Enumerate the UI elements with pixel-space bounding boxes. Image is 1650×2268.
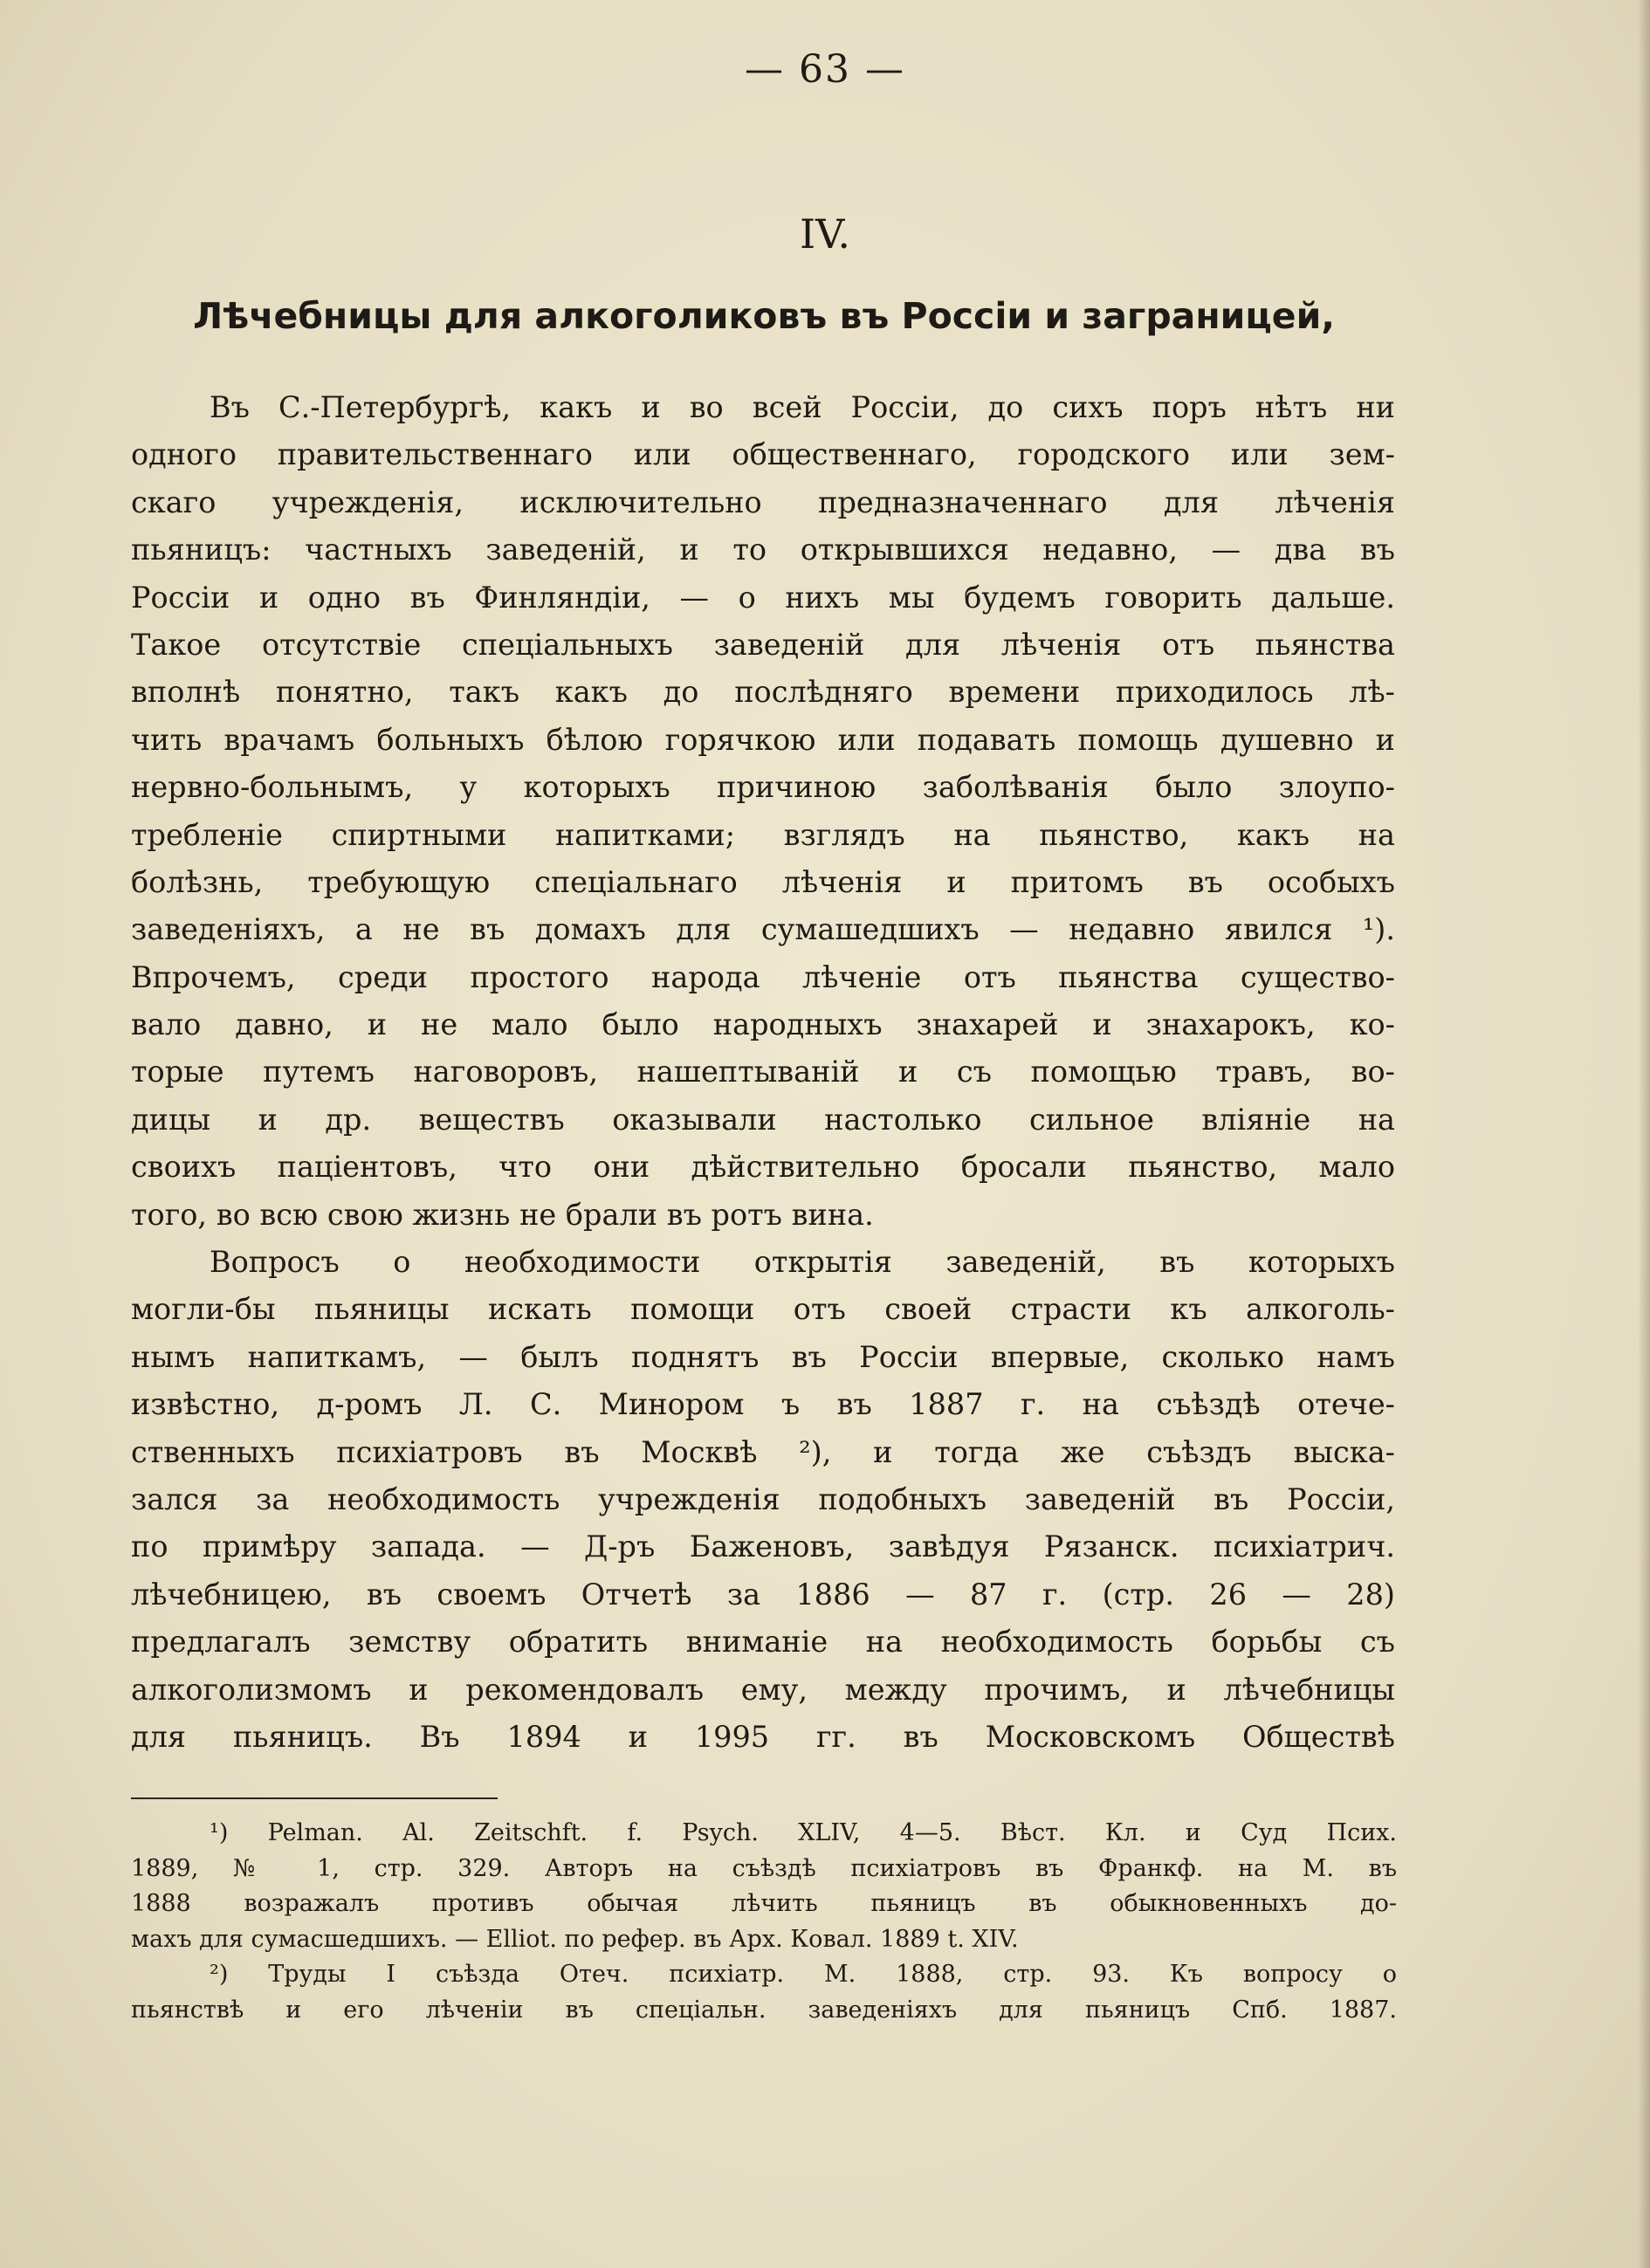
text-line: алкоголизмомъ и рекомендовалъ ему, между прочимъ, и лѣчебницы [131,1672,1395,1707]
scan-shadow-edge [1638,0,1650,2268]
text-line: Россіи и одно въ Финляндіи, — о нихъ мы будемъ говорить дальше. [131,580,1395,615]
text-line: лѣчебницею, въ своемъ Отчетѣ за 1886 — 87 г. (стр. 26 — 28) [131,1577,1395,1612]
footnote-line: махъ для сумасшедшихъ. — Elliot. по рефер. въ Арх. Ковал. 1889 t. XIV. [131,1925,1019,1953]
footnote-line: 1889, № 1, стр. 329. Авторъ на съѣздѣ психіатровъ въ Франкф. на М. въ [131,1854,1397,1882]
section-numeral: IV. [800,210,850,258]
text-line: того, во всю свою жизнь не брали въ ротъ вина. [131,1197,874,1232]
footnote-line: 1888 возражалъ противъ обычая лѣчить пьяницъ въ обыкновенныхъ до- [131,1890,1397,1917]
text-line: извѣстно, д-ромъ Л. С. Минором ъ въ 1887 г. на съѣздѣ отече- [131,1387,1395,1422]
chapter-title: Лѣчебницы для алкоголиковъ въ Россіи и заграницей, [193,295,1335,337]
text-line: болѣзнь, требующую спеціальнаго лѣченія и притомъ въ особыхъ [131,864,1395,899]
text-line: пьяницъ: частныхъ заведеній, и то открывшихся недавно, — два въ [131,533,1395,567]
text-line: нервно-больнымъ, у которыхъ причиною заболѣванія было злоупо- [131,770,1395,805]
text-line: предлагалъ земству обратить вниманіе на необходимость борьбы съ [131,1625,1395,1660]
text-line: Вопросъ о необходимости открытія заведеній, въ которыхъ [210,1245,1395,1280]
text-line: вполнѣ понятно, такъ какъ до послѣдняго времени приходилось лѣ- [131,675,1395,710]
footnotes [131,1816,1397,2028]
text-line: чить врачамъ больныхъ бѣлою горячкою или подавать помощь душевно и [131,722,1395,757]
text-line: Такое отсутствіе спеціальныхъ заведеній для лѣченія отъ пьянства [131,627,1395,662]
text-line: требленіе спиртными напитками; взглядъ на пьянство, какъ на [131,817,1395,852]
footnote-line: ²) Труды I съѣзда Отеч. психіатр. М. 1888, стр. 93. Къ вопросу о [210,1961,1397,1988]
body-text [131,384,1395,1761]
page-number: — 63 — [745,47,905,92]
paragraph-1 [131,384,1395,1239]
text-line: дицы и др. веществъ оказывали настолько сильное вліяніе на [131,1102,1395,1137]
text-line: вало давно, и не мало было народныхъ знахарей и знахарокъ, ко- [131,1007,1395,1042]
text-line: своихъ паціентовъ, что они дѣйствительно бросали пьянство, мало [131,1150,1395,1185]
footnote-line: ¹) Pelman. Al. Zeitschft. f. Psych. XLIV, 4—5. Вѣст. Кл. и Суд Псих. [210,1819,1397,1846]
text-line: одного правительственнаго или общественнаго, городского или зем- [131,437,1395,472]
text-line: нымъ напиткамъ, — былъ поднятъ въ Россіи впервые, сколько намъ [131,1339,1395,1374]
text-line: могли-бы пьяницы искать помощи отъ своей страсти къ алкоголь- [131,1292,1395,1327]
footnote-line: пьянствѣ и его лѣченіи въ спеціальн. заведеніяхъ для пьяницъ Спб. 1887. [131,1996,1397,2024]
text-line: Впрочемъ, среди простого народа лѣченіе отъ пьянства существо- [131,959,1395,994]
text-line: Въ С.-Петербургѣ, какъ и во всей Россіи, до сихъ поръ нѣтъ ни [210,390,1395,424]
paragraph-2 [131,1239,1395,1761]
footnote-divider [131,1797,498,1799]
text-line: заведеніяхъ, а не въ домахъ для сумашедшихъ — недавно явился ¹). [131,912,1395,947]
text-line: зался за необходимость учрежденія подобныхъ заведеній въ Россіи, [131,1481,1395,1516]
text-line: для пьяницъ. Въ 1894 и 1995 гг. въ Московскомъ Обществѣ [131,1719,1395,1754]
text-line: скаго учрежденія, исключительно предназначеннаго для лѣченія [131,485,1395,519]
text-line: ственныхъ психіатровъ въ Москвѣ ²), и тогда же съѣздъ выска- [131,1434,1395,1469]
text-line: по примѣру запада. — Д-ръ Баженовъ, завѣдуя Рязанск. психіатрич. [131,1529,1395,1564]
text-line: торые путемъ наговоровъ, нашептываній и съ помощью травъ, во- [131,1055,1395,1089]
